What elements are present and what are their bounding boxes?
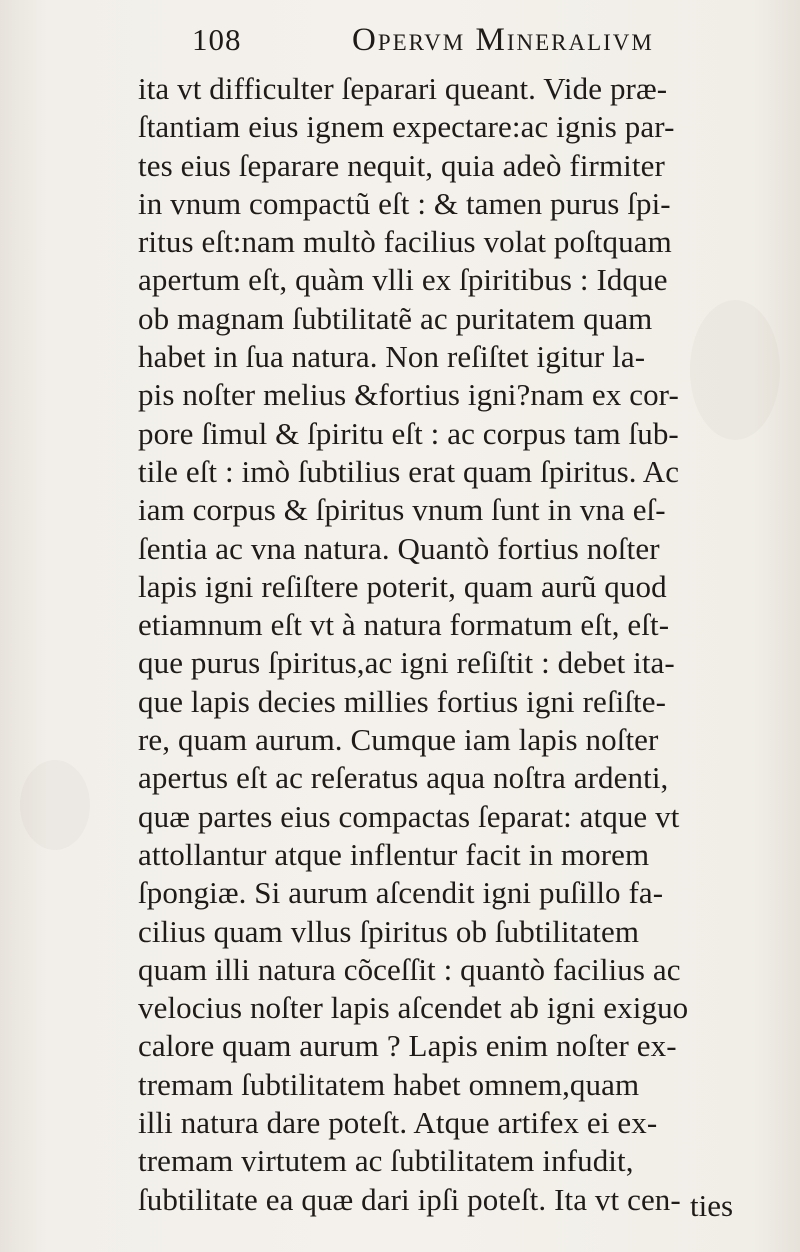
- page-header: [192, 22, 752, 68]
- text-line: ita vt difficulter ſeparari queant. Vide præ-: [138, 71, 668, 106]
- text-line: ſpongiæ. Si aurum aſcendit igni puſillo fa-: [138, 875, 664, 911]
- text-line: pore ſimul & ſpiritu eſt : ac corpus tam ſub-: [138, 415, 679, 451]
- text-line: ritus eſt:nam multò facilius volat poſtquam: [138, 224, 672, 260]
- text-line: in vnum compactũ eſt : & tamen purus ſpi-: [138, 185, 671, 221]
- text-line: etiamnum eſt vt à natura formatum eſt, eſt-: [138, 607, 670, 643]
- catchword: ties: [690, 1188, 734, 1223]
- text-line: ſtantiam eius ignem expectare:ac ignis par-: [138, 109, 675, 145]
- body-text: [138, 70, 774, 1219]
- text-line: tile eſt : imò ſubtilius erat quam ſpiritus. Ac: [138, 453, 680, 489]
- text-line: cilius quam vllus ſpiritus ob ſubtilitatem: [138, 913, 640, 949]
- text-line: apertus eſt ac reſeratus aqua noſtra ardenti,: [138, 760, 669, 796]
- text-line: habet in ſua natura. Non reſiſtet igitur la-: [138, 339, 646, 375]
- text-line: ſubtilitate ea quæ dari ipſi poteſt. Ita vt cen-: [138, 1181, 681, 1217]
- text-line: lapis igni reſiſtere poterit, quam aurũ quod: [138, 568, 667, 604]
- text-line: que purus ſpiritus,ac igni reſiſtit : debet ita-: [138, 645, 675, 681]
- text-line: quam illi natura cõceſſit : quantò facilius ac: [138, 951, 681, 987]
- text-line: iam corpus & ſpiritus vnum ſunt in vna eſ-: [138, 492, 666, 528]
- text-line: que lapis decies millies fortius igni reſiſte-: [138, 683, 667, 719]
- text-line: velocius noſter lapis aſcendet ab igni exiguo: [138, 990, 689, 1026]
- text-line: ob magnam ſubtilitatẽ ac puritatem quam: [138, 300, 653, 336]
- text-line: tes eius ſeparare nequit, quia adeò firmiter: [138, 147, 665, 183]
- text-line: tremam virtutem ac ſubtilitatem infudit,: [138, 1143, 634, 1179]
- text-line: quæ partes eius compactas ſeparat: atque vt: [138, 798, 680, 834]
- text-line: pis noſter melius &fortius igni?nam ex cor-: [138, 377, 679, 413]
- page-number: 108: [192, 22, 242, 57]
- text-line: apertum eſt, quàm vlli ex ſpiritibus : Idque: [138, 262, 668, 298]
- text-line: re, quam aurum. Cumque iam lapis noſter: [138, 722, 659, 758]
- text-line: illi natura dare poteſt. Atque artifex ei ex-: [138, 1105, 658, 1141]
- text-line: ſentia ac vna natura. Quantò fortius noſter: [138, 530, 660, 566]
- running-head: Opervm Mineralivm: [352, 22, 654, 58]
- page-stain: [20, 760, 90, 850]
- text-line: tremam ſubtilitatem habet omnem,quam: [138, 1066, 640, 1102]
- text-line: attollantur atque inflentur facit in morem: [138, 836, 650, 872]
- text-line: calore quam aurum ? Lapis enim noſter ex-: [138, 1028, 677, 1064]
